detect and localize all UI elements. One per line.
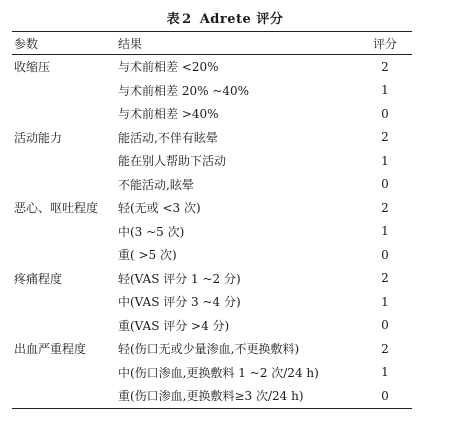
table-row bbox=[12, 267, 412, 291]
row-result: 中(伤口渗血,更换敷料 1 ~2 次/24 h) bbox=[118, 365, 319, 380]
row-score: 2 bbox=[381, 341, 389, 356]
row-param bbox=[12, 361, 118, 385]
table-row bbox=[12, 361, 412, 385]
row-param bbox=[12, 384, 118, 408]
header-row bbox=[12, 32, 412, 55]
row-score: 2 bbox=[381, 200, 389, 215]
header-param: 参数 bbox=[12, 32, 118, 55]
table-row bbox=[12, 173, 412, 197]
row-result: 中(VAS 评分 3 ~4 分) bbox=[118, 295, 241, 310]
table-row bbox=[12, 243, 412, 267]
row-result: 重(VAS 评分 >4 分) bbox=[118, 318, 230, 333]
row-score: 1 bbox=[381, 365, 389, 380]
row-result: 轻(伤口无或少量渗血,不更换敷料) bbox=[118, 342, 300, 357]
table-header bbox=[12, 32, 412, 55]
table-row bbox=[12, 126, 412, 150]
table-row bbox=[12, 102, 412, 126]
row-score: 1 bbox=[381, 83, 389, 98]
table-row bbox=[12, 290, 412, 314]
row-score: 0 bbox=[381, 106, 389, 121]
caption-label: 表 bbox=[166, 12, 181, 27]
row-result: 能在别人帮助下活动 bbox=[118, 154, 227, 169]
row-param: 出血严重程度 bbox=[14, 342, 87, 357]
row-result: 能活动,不伴有眩晕 bbox=[118, 130, 218, 145]
row-score: 0 bbox=[381, 247, 389, 262]
row-result: 与术前相差 20% ~40% bbox=[118, 83, 250, 98]
table-row bbox=[12, 314, 412, 338]
row-result: 与术前相差 <20% bbox=[118, 60, 219, 75]
table-row bbox=[12, 337, 412, 361]
row-param bbox=[12, 102, 118, 126]
table-row bbox=[12, 149, 412, 173]
table-row bbox=[12, 220, 412, 244]
row-score: 1 bbox=[381, 153, 389, 168]
caption-number: 2 bbox=[182, 12, 192, 27]
row-param: 活动能力 bbox=[14, 130, 63, 145]
row-score: 2 bbox=[381, 130, 389, 145]
row-param bbox=[12, 173, 118, 197]
row-param: 恶心、呕吐程度 bbox=[14, 201, 99, 216]
row-result: 轻(无或 <3 次) bbox=[118, 201, 201, 216]
row-param bbox=[12, 79, 118, 103]
table-row bbox=[12, 79, 412, 103]
row-result: 中(3 ~5 次) bbox=[118, 224, 185, 239]
row-result: 不能活动,眩晕 bbox=[118, 177, 194, 192]
table-row bbox=[12, 384, 412, 408]
row-param: 收缩压 bbox=[14, 60, 51, 75]
row-score: 0 bbox=[358, 384, 412, 408]
row-score: 1 bbox=[381, 294, 389, 309]
row-result: 轻(VAS 评分 1 ~2 分) bbox=[118, 271, 241, 286]
table-caption bbox=[0, 8, 450, 27]
row-score: 2 bbox=[381, 271, 389, 286]
row-result: 重(伤口渗血,更换敷料≥3 次/24 h) bbox=[118, 384, 358, 408]
row-param bbox=[12, 243, 118, 267]
row-score: 2 bbox=[381, 59, 389, 74]
table-row bbox=[12, 196, 412, 220]
caption-title: Adrete 评分 bbox=[199, 12, 284, 27]
row-param bbox=[12, 220, 118, 244]
row-score: 0 bbox=[381, 177, 389, 192]
row-param: 疼痛程度 bbox=[14, 271, 63, 286]
table-body bbox=[12, 55, 412, 409]
row-result: 与术前相差 >40% bbox=[118, 107, 219, 122]
row-param bbox=[12, 314, 118, 338]
row-result: 重( >5 次) bbox=[118, 248, 177, 263]
header-result: 结果 bbox=[118, 32, 358, 55]
row-param bbox=[12, 149, 118, 173]
adrete-score-table bbox=[12, 31, 412, 409]
row-score: 1 bbox=[381, 224, 389, 239]
row-score: 0 bbox=[381, 318, 389, 333]
table-row bbox=[12, 55, 412, 79]
row-param bbox=[12, 290, 118, 314]
header-score: 评分 bbox=[358, 32, 412, 55]
